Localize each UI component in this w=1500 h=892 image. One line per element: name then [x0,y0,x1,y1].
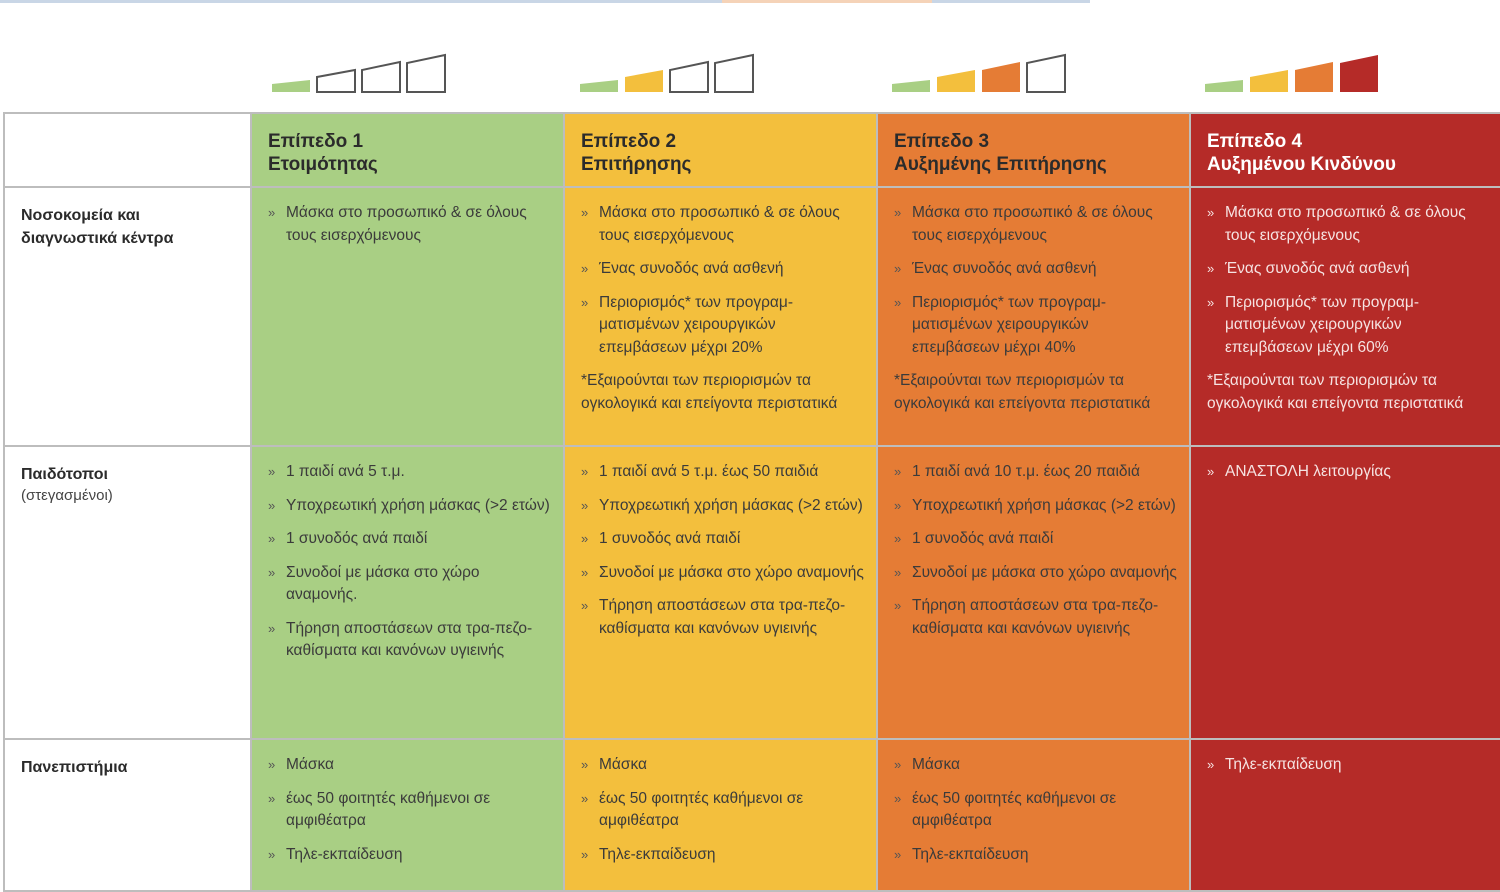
measure-text: Τήρηση αποστάσεων στα τρα-πεζο-καθίσματα και κανόνων υγιεινής [286,619,533,659]
bullet-chevron-icon: » [894,564,902,580]
list-item [1207,202,1491,247]
measure-list [565,740,876,866]
measure-list [878,740,1189,866]
list-item [581,202,864,247]
bullet-chevron-icon: » [894,205,902,220]
meter-bar-1 [1205,80,1243,92]
bullet-chevron-icon: » [894,261,902,276]
list-item [894,495,1177,518]
list-item [581,528,864,551]
list-item [581,844,864,867]
measure-text: Συνοδοί με μάσκα στο χώρο αναμονής [599,563,864,581]
top-rule-blue-right [932,0,1090,3]
bullet-chevron-icon: » [1207,261,1215,276]
list-item [894,788,1177,833]
meter-bar-2 [625,70,663,92]
level-1-header [251,113,564,187]
bullet-chevron-icon: » [894,531,902,546]
row-hospitals [4,187,1500,446]
measure-list [252,447,563,663]
level-3-meter-icon [890,50,1070,94]
measure-text: 1 συνοδός ανά παιδί [599,530,741,547]
bullet-chevron-icon: » [268,564,276,580]
measure-text: Τηλε-εκπαίδευση [599,845,716,863]
list-item [581,788,864,833]
row-label: Παιδότοποι [21,466,108,483]
meter-bars [1203,50,1383,94]
top-rule-peach [722,0,932,3]
measure-list [1191,188,1500,359]
measure-text: Συνοδοί με μάσκα στο χώρο αναμονής [912,563,1177,581]
row-label-cell [4,739,251,891]
bullet-chevron-icon: » [581,757,589,772]
measure-text: Τηλε-εκπαίδευση [912,845,1029,863]
meter-bar-2 [317,70,355,92]
measure-text: Υποχρεωτική χρήση μάσκας (>2 ετών) [286,496,550,514]
measures-table [3,112,1500,892]
measure-text: Μάσκα [912,756,960,773]
footnote: *Εξαιρούνται των περιορισμών τα ογκολογικά και επείγοντα περιστατικά [1207,372,1464,412]
measure-list [565,188,876,359]
measure-list [878,447,1189,640]
level-2-meter-icon [578,50,758,94]
meter-bars [270,50,450,94]
cell-hospitals-level-2 [564,187,877,446]
bullet-chevron-icon: » [581,564,589,580]
level-title-name: Ετοιμότητας [268,154,378,175]
meter-bar-3 [362,62,400,92]
row-label-cell [4,446,251,739]
level-title-number: Επίπεδο 3 [894,131,990,152]
cell-universities-level-2 [564,739,877,891]
measure-text: 1 παιδί ανά 10 τ.μ. έως 20 παιδιά [912,463,1140,480]
list-item [1207,754,1491,777]
list-item [894,258,1177,281]
footnote: *Εξαιρούνται των περιορισμών τα ογκολογικά και επείγοντα περιστατικά [581,372,838,412]
measure-text: ΑΝΑΣΤΟΛΗ λειτουργίας [1225,463,1391,480]
bullet-chevron-icon: » [894,294,902,310]
bullet-chevron-icon: » [268,846,276,862]
measure-list [252,188,563,247]
list-item [1207,292,1491,360]
bullet-chevron-icon: » [1207,757,1215,772]
measure-text: Μάσκα [599,756,647,773]
meter-bar-1 [272,80,310,92]
measure-text: Τήρηση αποστάσεων στα τρα-πεζο-καθίσματα και κανόνων υγιεινής [599,597,846,637]
list-item [894,595,1177,640]
measure-text: Υποχρεωτική χρήση μάσκας (>2 ετών) [912,496,1176,514]
measure-text: Περιορισμός* των προγραμ-ματισμένων χειρουργικών επεμβάσεων μέχρι 20% [599,293,793,356]
level-title-number: Επίπεδο 1 [268,131,364,152]
level-title-name: Αυξημένης Επιτήρησης [894,154,1107,175]
top-rule-blue [0,0,722,3]
level-4-header [1190,113,1500,187]
meter-bars [890,50,1070,94]
list-item [268,754,551,777]
bullet-chevron-icon: » [1207,464,1215,479]
cell-playgrounds-level-4 [1190,446,1500,739]
bullet-chevron-icon: » [581,294,589,310]
bullet-chevron-icon: » [581,464,589,479]
bullet-chevron-icon: » [894,598,902,613]
bullet-chevron-icon: » [581,205,589,220]
cell-universities-level-1 [251,739,564,891]
meter-bar-2 [1250,70,1288,92]
measure-list [252,740,563,866]
list-item [581,562,864,585]
list-item [894,844,1177,867]
cell-playgrounds-level-1 [251,446,564,739]
list-item [268,618,551,663]
measure-text: Μάσκα στο προσωπικό & σε όλους τους εισερχόμενους [1225,204,1466,244]
meter-bar-2 [937,70,975,92]
measure-list [1191,447,1500,484]
cell-playgrounds-level-3 [877,446,1190,739]
cell-playgrounds-level-2 [564,446,877,739]
measure-text: Ένας συνοδός ανά ασθενή [599,260,784,277]
footnote: *Εξαιρούνται των περιορισμών τα ογκολογικά και επείγοντα περιστατικά [894,372,1151,412]
bullet-chevron-icon: » [268,464,276,479]
bullet-chevron-icon: » [1207,294,1215,310]
list-item [894,754,1177,777]
meter-bar-4 [1027,55,1065,92]
list-item [894,562,1177,585]
measure-text: 1 παιδί ανά 5 τ.μ. [286,463,405,480]
list-item [581,292,864,360]
bullet-chevron-icon: » [894,757,902,772]
level-3-header [877,113,1190,187]
list-item [1207,258,1491,281]
level-2-header [564,113,877,187]
measure-text: Συνοδοί με μάσκα στο χώρο αναμονής. [286,563,480,603]
list-item [894,202,1177,247]
level-4-meter-icon [1203,50,1383,94]
list-item [581,461,864,484]
meter-bar-4 [407,55,445,92]
row-sublabel: (στεγασμένοι) [21,487,113,504]
row-label: Πανεπιστήμια [21,759,128,776]
row-label: Νοσοκομεία και διαγνωστικά κέντρα [21,207,174,247]
header-row [4,113,1500,187]
measure-text: Περιορισμός* των προγραμ-ματισμένων χειρουργικών επεμβάσεων μέχρι 60% [1225,293,1419,356]
measure-list [1191,740,1500,777]
row-playgrounds [4,446,1500,739]
list-item [894,461,1177,484]
bullet-chevron-icon: » [268,757,276,772]
bullet-chevron-icon: » [581,846,589,862]
measure-text: Περιορισμός* των προγραμ-ματισμένων χειρουργικών επεμβάσεων μέχρι 40% [912,293,1106,356]
row-label-cell [4,187,251,446]
bullet-chevron-icon: » [268,205,276,220]
list-item [581,595,864,640]
level-title-number: Επίπεδο 4 [1207,131,1303,152]
measure-text: Υποχρεωτική χρήση μάσκας (>2 ετών) [599,496,863,514]
measure-text: 1 συνοδός ανά παιδί [286,530,428,547]
meter-bar-1 [580,80,618,92]
bullet-chevron-icon: » [581,598,589,613]
measure-text: Μάσκα στο προσωπικό & σε όλους τους εισερχόμενους [912,204,1153,244]
list-item [268,788,551,833]
cell-universities-level-4 [1190,739,1500,891]
cell-universities-level-3 [877,739,1190,891]
cell-hospitals-level-3 [877,187,1190,446]
list-item [268,844,551,867]
list-item [581,258,864,281]
cell-hospitals-level-1 [251,187,564,446]
list-item [268,202,551,247]
meter-bar-3 [982,62,1020,92]
list-item [581,754,864,777]
measure-text: Τηλε-εκπαίδευση [1225,756,1342,773]
bullet-chevron-icon: » [268,790,276,806]
row-universities [4,739,1500,891]
bullet-chevron-icon: » [581,261,589,276]
measure-text: 1 συνοδός ανά παιδί [912,530,1054,547]
bullet-chevron-icon: » [894,464,902,479]
measure-text: Τηλε-εκπαίδευση [286,845,403,863]
bullet-chevron-icon: » [581,497,589,513]
list-item [268,495,551,518]
list-item [268,461,551,484]
measure-list [878,188,1189,359]
list-item [268,562,551,607]
bullet-chevron-icon: » [268,531,276,546]
meter-bar-1 [892,80,930,92]
list-item [894,292,1177,360]
bullet-chevron-icon: » [581,531,589,546]
measure-text: Μάσκα στο προσωπικό & σε όλους τους εισερχόμενους [599,204,840,244]
measure-text: Μάσκα [286,756,334,773]
bullet-chevron-icon: » [581,790,589,806]
level-1-meter-icon [270,50,450,94]
meter-bar-4 [1340,55,1378,92]
list-item [581,495,864,518]
bullet-chevron-icon: » [894,497,902,513]
meter-bars [578,50,758,94]
cell-hospitals-level-4 [1190,187,1500,446]
level-title-number: Επίπεδο 2 [581,131,677,152]
measure-list [565,447,876,640]
measure-text: Ένας συνοδός ανά ασθενή [912,260,1097,277]
meter-bar-4 [715,55,753,92]
meter-bar-3 [670,62,708,92]
measure-text: έως 50 φοιτητές καθήμενοι σε αμφιθέατρα [599,789,804,829]
bullet-chevron-icon: » [894,846,902,862]
list-item [894,528,1177,551]
bullet-chevron-icon: » [268,497,276,513]
list-item [268,528,551,551]
bullet-chevron-icon: » [1207,205,1215,220]
measure-text: Μάσκα στο προσωπικό & σε όλους τους εισερχόμενους [286,204,527,244]
measure-text: έως 50 φοιτητές καθήμενοι σε αμφιθέατρα [286,789,491,829]
measure-text: Τήρηση αποστάσεων στα τρα-πεζο-καθίσματα και κανόνων υγιεινής [912,597,1159,637]
meter-bar-3 [1295,62,1333,92]
level-title-name: Επιτήρησης [581,154,692,175]
list-item [1207,461,1491,484]
bullet-chevron-icon: » [268,620,276,636]
measure-text: 1 παιδί ανά 5 τ.μ. έως 50 παιδιά [599,463,819,480]
corner-cell [4,113,251,187]
measure-text: Ένας συνοδός ανά ασθενή [1225,260,1410,277]
bullet-chevron-icon: » [894,790,902,806]
measure-text: έως 50 φοιτητές καθήμενοι σε αμφιθέατρα [912,789,1117,829]
level-title-name: Αυξημένου Κινδύνου [1207,154,1396,175]
